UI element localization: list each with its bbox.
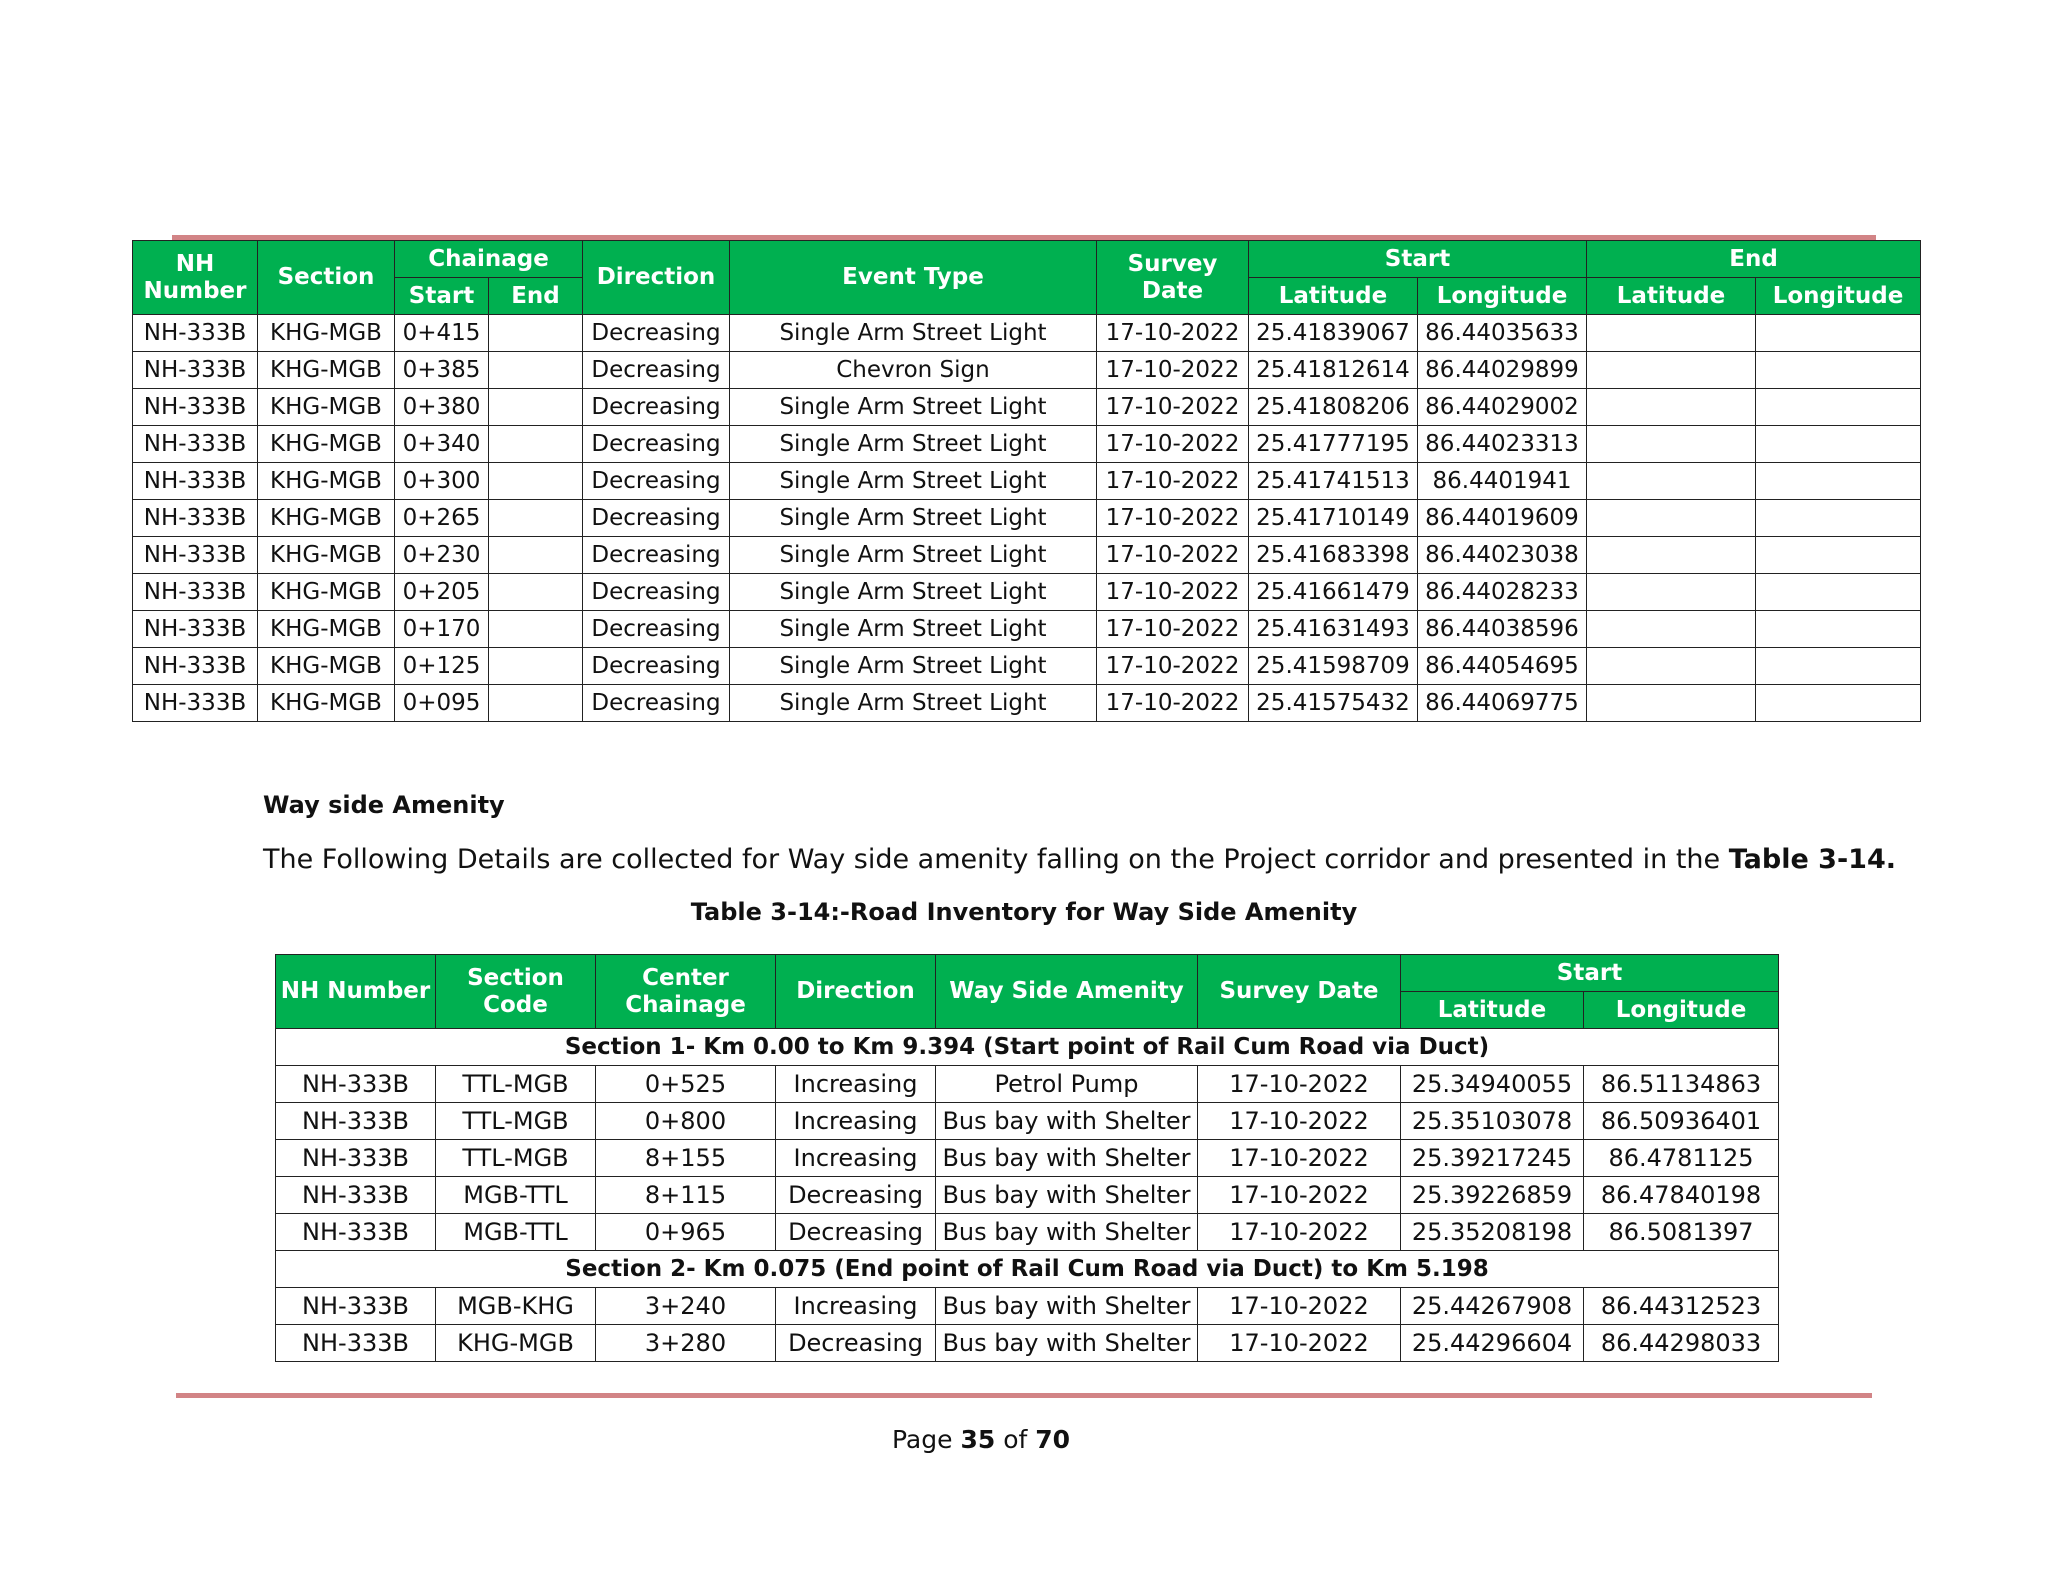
table-row xyxy=(133,352,1921,389)
table-cell: TTL-MGB xyxy=(436,1103,596,1140)
table-cell: Decreasing xyxy=(776,1214,936,1251)
table-cell: NH-333B xyxy=(133,315,258,352)
table-cell: Single Arm Street Light xyxy=(730,463,1097,500)
table-cell: 86.44035633 xyxy=(1418,315,1587,352)
table-row xyxy=(276,1103,1779,1140)
table-cell: 86.44028233 xyxy=(1418,574,1587,611)
table-cell: Single Arm Street Light xyxy=(730,500,1097,537)
table-cell: KHG-MGB xyxy=(436,1325,596,1362)
table-cell xyxy=(1587,685,1756,722)
table-cell: 86.50936401 xyxy=(1584,1103,1779,1140)
table-row xyxy=(276,1140,1779,1177)
table-cell xyxy=(489,685,583,722)
event-inventory-table xyxy=(132,240,1921,722)
of-label: of xyxy=(1003,1425,1028,1454)
table-cell: KHG-MGB xyxy=(258,426,395,463)
table-cell: 86.44019609 xyxy=(1418,500,1587,537)
table-cell: Decreasing xyxy=(583,574,730,611)
table-cell xyxy=(1587,352,1756,389)
table-cell: KHG-MGB xyxy=(258,685,395,722)
header-nh-number: NH Number xyxy=(133,241,258,315)
table-cell: 86.44054695 xyxy=(1418,648,1587,685)
table-cell: 0+265 xyxy=(395,500,489,537)
table-cell: Decreasing xyxy=(583,352,730,389)
header-chainage-start: Start xyxy=(395,278,489,315)
table-cell xyxy=(1587,537,1756,574)
way-side-amenity-table xyxy=(275,954,1779,1362)
table-cell: Decreasing xyxy=(583,463,730,500)
table-cell: Bus bay with Shelter xyxy=(936,1140,1198,1177)
table-cell: 17-10-2022 xyxy=(1198,1140,1401,1177)
header-survey-date: Survey Date xyxy=(1198,955,1401,1029)
table-cell: Increasing xyxy=(776,1066,936,1103)
table-cell: 0+525 xyxy=(596,1066,776,1103)
table-cell: NH-333B xyxy=(276,1103,436,1140)
table-cell: 25.41575432 xyxy=(1249,685,1418,722)
table-cell: Single Arm Street Light xyxy=(730,574,1097,611)
table-cell xyxy=(1587,648,1756,685)
table-cell: 0+415 xyxy=(395,315,489,352)
header-section-code: Section Code xyxy=(436,955,596,1029)
table-cell xyxy=(489,537,583,574)
table-cell: 86.4401941 xyxy=(1418,463,1587,500)
table-cell: Single Arm Street Light xyxy=(730,537,1097,574)
header-nh-number: NH Number xyxy=(276,955,436,1029)
table-cell: 0+340 xyxy=(395,426,489,463)
section-2-row xyxy=(276,1251,1779,1288)
table-cell: NH-333B xyxy=(133,426,258,463)
table-cell xyxy=(1756,611,1921,648)
table-caption: Table 3-14:-Road Inventory for Way Side Amenity xyxy=(690,898,1358,926)
section-1-row-label: Section 1- Km 0.00 to Km 9.394 (Start point of Rail Cum Road via Duct) xyxy=(276,1029,1779,1066)
table-row xyxy=(133,463,1921,500)
table-cell: NH-333B xyxy=(133,611,258,648)
table-cell: Decreasing xyxy=(583,315,730,352)
table-cell: 25.41812614 xyxy=(1249,352,1418,389)
table-cell: Decreasing xyxy=(583,648,730,685)
table-row xyxy=(133,500,1921,537)
table-cell: KHG-MGB xyxy=(258,537,395,574)
header-way-side-amenity: Way Side Amenity xyxy=(936,955,1198,1029)
current-page-number: 35 xyxy=(960,1425,996,1454)
table-cell: Bus bay with Shelter xyxy=(936,1103,1198,1140)
header-end-latitude: Latitude xyxy=(1587,278,1756,315)
table-cell xyxy=(489,426,583,463)
table-cell: 17-10-2022 xyxy=(1198,1325,1401,1362)
table-row xyxy=(276,1177,1779,1214)
event-inventory-body xyxy=(133,315,1921,722)
table-cell xyxy=(1587,463,1756,500)
table-cell: Single Arm Street Light xyxy=(730,611,1097,648)
table-cell xyxy=(489,352,583,389)
table-cell xyxy=(1756,315,1921,352)
table-cell: 17-10-2022 xyxy=(1097,352,1249,389)
table-cell: NH-333B xyxy=(133,537,258,574)
table-row xyxy=(276,1214,1779,1251)
table-cell: 17-10-2022 xyxy=(1097,463,1249,500)
table-cell xyxy=(1756,537,1921,574)
table-cell xyxy=(1587,389,1756,426)
table-cell: 25.41661479 xyxy=(1249,574,1418,611)
header-start: Start xyxy=(1401,955,1779,992)
table-cell: KHG-MGB xyxy=(258,463,395,500)
table-cell xyxy=(1756,574,1921,611)
table-cell: Chevron Sign xyxy=(730,352,1097,389)
table-cell: Decreasing xyxy=(776,1325,936,1362)
table-cell: 8+155 xyxy=(596,1140,776,1177)
table-cell: 25.41683398 xyxy=(1249,537,1418,574)
table-row xyxy=(133,685,1921,722)
table-row xyxy=(133,389,1921,426)
table-cell: 25.41839067 xyxy=(1249,315,1418,352)
table-cell xyxy=(1756,685,1921,722)
table-cell: 86.44023038 xyxy=(1418,537,1587,574)
table-cell: KHG-MGB xyxy=(258,352,395,389)
table-cell xyxy=(1587,315,1756,352)
header-direction: Direction xyxy=(776,955,936,1029)
table-cell xyxy=(1756,426,1921,463)
table-cell: 25.41598709 xyxy=(1249,648,1418,685)
table-cell: 17-10-2022 xyxy=(1198,1214,1401,1251)
table-cell: Petrol Pump xyxy=(936,1066,1198,1103)
table-row xyxy=(133,574,1921,611)
table-cell: Single Arm Street Light xyxy=(730,648,1097,685)
table-cell: 17-10-2022 xyxy=(1097,315,1249,352)
table-cell: NH-333B xyxy=(133,463,258,500)
table-cell: NH-333B xyxy=(133,352,258,389)
table-row xyxy=(133,315,1921,352)
table-cell: Decreasing xyxy=(583,389,730,426)
table-cell: Decreasing xyxy=(583,537,730,574)
table-cell: 17-10-2022 xyxy=(1097,537,1249,574)
table-row xyxy=(276,1288,1779,1325)
section-heading: Way side Amenity xyxy=(263,791,505,819)
table-cell xyxy=(1587,611,1756,648)
table-cell xyxy=(1756,389,1921,426)
table-cell: Single Arm Street Light xyxy=(730,315,1097,352)
table-cell: NH-333B xyxy=(133,648,258,685)
table-cell: 17-10-2022 xyxy=(1097,685,1249,722)
table-cell: 3+280 xyxy=(596,1325,776,1362)
table-cell: 0+230 xyxy=(395,537,489,574)
table-row xyxy=(133,648,1921,685)
table-cell: Decreasing xyxy=(583,426,730,463)
table-cell: Increasing xyxy=(776,1103,936,1140)
table-cell: MGB-TTL xyxy=(436,1177,596,1214)
page-label: Page xyxy=(891,1425,953,1454)
table-cell: 17-10-2022 xyxy=(1097,389,1249,426)
table-cell: Decreasing xyxy=(583,500,730,537)
table-cell: 25.44296604 xyxy=(1401,1325,1584,1362)
table-cell: TTL-MGB xyxy=(436,1140,596,1177)
table-cell xyxy=(1756,352,1921,389)
table-cell xyxy=(1587,426,1756,463)
table-cell xyxy=(489,574,583,611)
header-start-longitude: Longitude xyxy=(1418,278,1587,315)
header-section: Section xyxy=(258,241,395,315)
table-cell: 25.39226859 xyxy=(1401,1177,1584,1214)
table-cell: Increasing xyxy=(776,1288,936,1325)
table-cell: 17-10-2022 xyxy=(1097,426,1249,463)
table-cell: Decreasing xyxy=(776,1177,936,1214)
table-cell: NH-333B xyxy=(276,1214,436,1251)
table-cell: 0+380 xyxy=(395,389,489,426)
table-cell: 86.5081397 xyxy=(1584,1214,1779,1251)
table-cell xyxy=(489,611,583,648)
table-cell: 17-10-2022 xyxy=(1198,1103,1401,1140)
table-cell: 25.41631493 xyxy=(1249,611,1418,648)
table-cell: 25.34940055 xyxy=(1401,1066,1584,1103)
table-cell: 0+300 xyxy=(395,463,489,500)
table-cell: 3+240 xyxy=(596,1288,776,1325)
table-cell: 86.44312523 xyxy=(1584,1288,1779,1325)
table-cell: 0+205 xyxy=(395,574,489,611)
table-cell: 0+385 xyxy=(395,352,489,389)
table-cell: 17-10-2022 xyxy=(1097,500,1249,537)
table-cell: 86.44298033 xyxy=(1584,1325,1779,1362)
table-cell: 86.44029002 xyxy=(1418,389,1587,426)
table-cell: KHG-MGB xyxy=(258,500,395,537)
header-direction: Direction xyxy=(583,241,730,315)
table-cell: 0+965 xyxy=(596,1214,776,1251)
table-cell: 25.41741513 xyxy=(1249,463,1418,500)
way-side-amenity-body xyxy=(276,1029,1779,1362)
table-cell: Single Arm Street Light xyxy=(730,426,1097,463)
table-cell: Increasing xyxy=(776,1140,936,1177)
table-cell: KHG-MGB xyxy=(258,611,395,648)
table-cell: 17-10-2022 xyxy=(1097,611,1249,648)
table-row xyxy=(276,1325,1779,1362)
table-cell xyxy=(489,389,583,426)
table-cell: 17-10-2022 xyxy=(1198,1288,1401,1325)
table-cell: 86.47840198 xyxy=(1584,1177,1779,1214)
intro-paragraph-table-ref: Table 3-14. xyxy=(1728,844,1897,875)
table-cell xyxy=(1756,648,1921,685)
table-cell: Bus bay with Shelter xyxy=(936,1214,1198,1251)
table-cell: 0+800 xyxy=(596,1103,776,1140)
table-cell: 17-10-2022 xyxy=(1097,648,1249,685)
table-cell xyxy=(489,463,583,500)
table-row xyxy=(133,611,1921,648)
table-cell: 8+115 xyxy=(596,1177,776,1214)
table-cell: KHG-MGB xyxy=(258,315,395,352)
table-cell: 25.41808206 xyxy=(1249,389,1418,426)
table-cell: 17-10-2022 xyxy=(1198,1066,1401,1103)
table-cell: NH-333B xyxy=(276,1177,436,1214)
table-cell: MGB-TTL xyxy=(436,1214,596,1251)
table-row xyxy=(133,426,1921,463)
table-cell: 17-10-2022 xyxy=(1198,1177,1401,1214)
header-chainage: Chainage xyxy=(395,241,583,278)
table-cell: KHG-MGB xyxy=(258,648,395,685)
table-cell xyxy=(1587,500,1756,537)
table-cell xyxy=(489,315,583,352)
table-cell: 86.51134863 xyxy=(1584,1066,1779,1103)
table-cell: 86.4781125 xyxy=(1584,1140,1779,1177)
table-cell: 86.44023313 xyxy=(1418,426,1587,463)
table-cell: Decreasing xyxy=(583,685,730,722)
table-cell: 86.44038596 xyxy=(1418,611,1587,648)
header-start-latitude: Latitude xyxy=(1401,992,1584,1029)
header-chainage-end: End xyxy=(489,278,583,315)
table-cell: NH-333B xyxy=(133,574,258,611)
intro-paragraph xyxy=(263,844,1896,875)
table-cell: Decreasing xyxy=(583,611,730,648)
table-cell: 25.44267908 xyxy=(1401,1288,1584,1325)
bottom-rule xyxy=(176,1393,1872,1398)
table-cell: 25.41710149 xyxy=(1249,500,1418,537)
header-event-type: Event Type xyxy=(730,241,1097,315)
table-cell: NH-333B xyxy=(133,685,258,722)
table-cell: KHG-MGB xyxy=(258,574,395,611)
table-cell: 17-10-2022 xyxy=(1097,574,1249,611)
table-cell: KHG-MGB xyxy=(258,389,395,426)
table-cell: 0+170 xyxy=(395,611,489,648)
table-cell: MGB-KHG xyxy=(436,1288,596,1325)
table-cell: NH-333B xyxy=(276,1325,436,1362)
table-cell xyxy=(489,648,583,685)
header-start-latitude: Latitude xyxy=(1249,278,1418,315)
table-cell: NH-333B xyxy=(133,500,258,537)
header-end: End xyxy=(1587,241,1921,278)
page-footer xyxy=(0,1425,1962,1454)
table-cell: NH-333B xyxy=(276,1288,436,1325)
table-cell: 25.35208198 xyxy=(1401,1214,1584,1251)
section-2-row-label: Section 2- Km 0.075 (End point of Rail Cum Road via Duct) to Km 5.198 xyxy=(276,1251,1779,1288)
header-start: Start xyxy=(1249,241,1587,278)
table-cell: NH-333B xyxy=(133,389,258,426)
table-cell: Bus bay with Shelter xyxy=(936,1325,1198,1362)
header-survey-date: Survey Date xyxy=(1097,241,1249,315)
table-cell xyxy=(1587,574,1756,611)
table-cell xyxy=(1756,500,1921,537)
header-end-longitude: Longitude xyxy=(1756,278,1921,315)
header-center-chainage: Center Chainage xyxy=(596,955,776,1029)
table-cell: 86.44069775 xyxy=(1418,685,1587,722)
table-cell xyxy=(1756,463,1921,500)
intro-paragraph-text: The Following Details are collected for Way side amenity falling on the Project corridor and presented in the xyxy=(263,844,1729,875)
table-row xyxy=(133,537,1921,574)
table-cell: NH-333B xyxy=(276,1066,436,1103)
table-cell: TTL-MGB xyxy=(436,1066,596,1103)
section-1-row xyxy=(276,1029,1779,1066)
table-cell: 25.35103078 xyxy=(1401,1103,1584,1140)
table-cell: 0+095 xyxy=(395,685,489,722)
total-pages: 70 xyxy=(1035,1425,1071,1454)
table-cell: 86.44029899 xyxy=(1418,352,1587,389)
table-cell: Single Arm Street Light xyxy=(730,389,1097,426)
header-start-longitude: Longitude xyxy=(1584,992,1779,1029)
table-cell: Bus bay with Shelter xyxy=(936,1288,1198,1325)
table-cell: Bus bay with Shelter xyxy=(936,1177,1198,1214)
table-cell: Single Arm Street Light xyxy=(730,685,1097,722)
table-cell: 25.39217245 xyxy=(1401,1140,1584,1177)
table-row xyxy=(276,1066,1779,1103)
table-cell: 0+125 xyxy=(395,648,489,685)
table-cell: 25.41777195 xyxy=(1249,426,1418,463)
table-cell: NH-333B xyxy=(276,1140,436,1177)
table-cell xyxy=(489,500,583,537)
